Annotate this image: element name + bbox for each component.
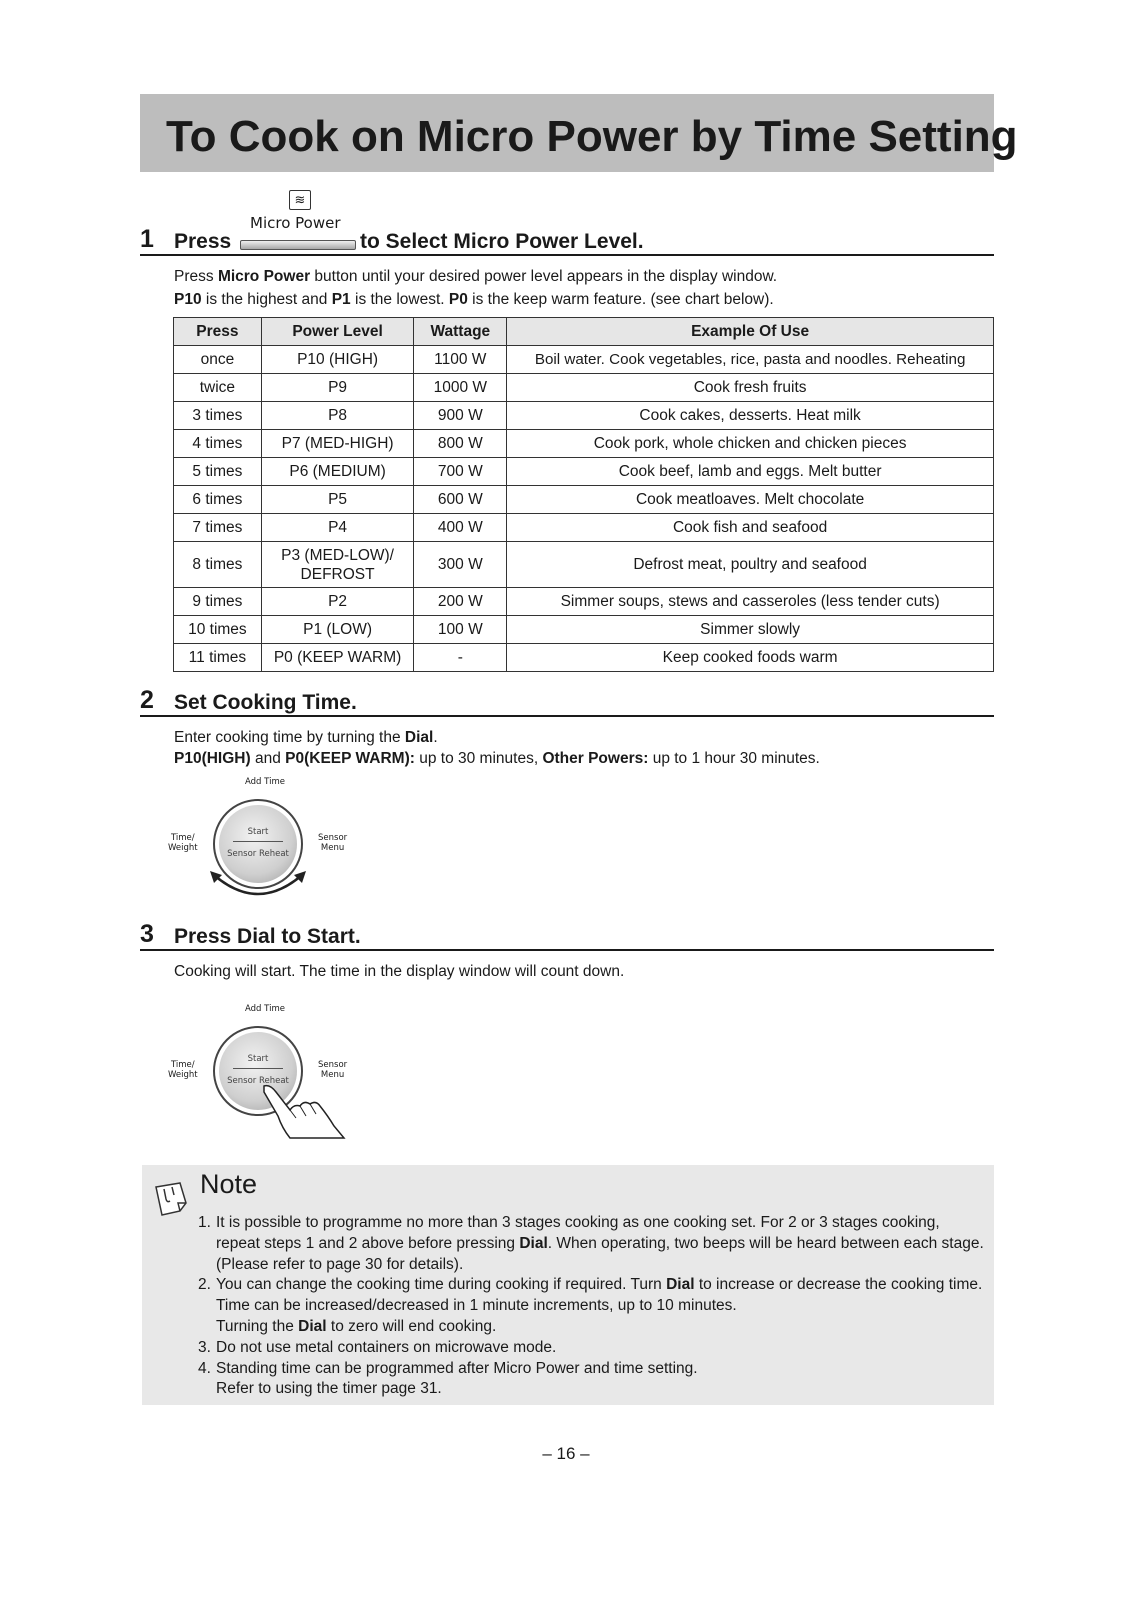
dial-start-label: Start: [247, 827, 269, 837]
header-power-level: Power Level: [261, 318, 414, 346]
table-row: [174, 588, 994, 616]
dial-sensor-reheat-label: Sensor Reheat: [227, 849, 289, 859]
cell-level: P7 (MED-HIGH): [261, 430, 414, 458]
table-header-row: [174, 318, 994, 346]
step2-number: 2: [140, 686, 154, 714]
micro-power-button-label: Micro Power: [250, 214, 341, 232]
table-row: [174, 402, 994, 430]
step3-heading: [140, 921, 994, 951]
note-pad-icon: [152, 1179, 192, 1219]
cell-press: 4 times: [174, 430, 262, 458]
cell-press: 8 times: [174, 542, 262, 588]
cell-press: 7 times: [174, 514, 262, 542]
cell-level: P6 (MEDIUM): [261, 458, 414, 486]
cell-level: P10 (HIGH): [261, 346, 414, 374]
cell-watt: 100 W: [414, 616, 507, 644]
step1-paragraph-2: P10 is the highest and P1 is the lowest. P0 is the keep warm feature. (see chart below).: [174, 291, 774, 308]
cell-level: P9: [261, 374, 414, 402]
cell-use: Cook pork, whole chicken and chicken pieces: [507, 430, 994, 458]
step2-paragraph-2: P10(HIGH) and P0(KEEP WARM): up to 30 minutes, Other Powers: up to 1 hour 30 minutes.: [174, 750, 820, 767]
table-row: [174, 514, 994, 542]
dial-sensor-menu-label: Sensor Menu: [318, 833, 348, 853]
cell-watt: 200 W: [414, 588, 507, 616]
cell-watt: 800 W: [414, 430, 507, 458]
step3-number: 3: [140, 920, 154, 948]
dial-time-weight-label: Time/ Weight: [168, 1060, 198, 1080]
table-row: [174, 374, 994, 402]
cell-watt: 1100 W: [414, 346, 507, 374]
dial-sensor-menu-label: Sensor Menu: [318, 1060, 348, 1080]
dial-illustration-turn: [168, 777, 368, 912]
note-item-1: 1. It is possible to programme no more than 3 stages cooking as one cooking set. For 2 or 3 stages cooking, repeat steps 1 and 2 above before pressing Dial. When operating, two beeps will be heard between each stage. (Please refer to page 30 for details).: [198, 1214, 984, 1273]
header-press: Press: [174, 318, 262, 346]
cell-press: 6 times: [174, 486, 262, 514]
table-row: [174, 644, 994, 672]
note-title: Note: [200, 1169, 258, 1199]
page-title: To Cook on Micro Power by Time Setting: [166, 112, 1018, 161]
dial-sensor-reheat-label: Sensor Reheat: [227, 1076, 289, 1086]
step3-paragraph: Cooking will start. The time in the display window will count down.: [174, 963, 625, 980]
cell-press: 10 times: [174, 616, 262, 644]
cell-watt: 700 W: [414, 458, 507, 486]
cell-level: P0 (KEEP WARM): [261, 644, 414, 672]
dial-time-weight-label: Time/ Weight: [168, 833, 198, 853]
cell-press: twice: [174, 374, 262, 402]
table-row: [174, 486, 994, 514]
rotate-arrow-icon: [208, 869, 308, 909]
cell-press: 9 times: [174, 588, 262, 616]
cell-press: 11 times: [174, 644, 262, 672]
step2-heading-text: Set Cooking Time.: [174, 691, 357, 714]
cell-level: [261, 542, 414, 588]
cell-watt: 1000 W: [414, 374, 507, 402]
cell-press: 5 times: [174, 458, 262, 486]
header-example-of-use: Example Of Use: [507, 318, 994, 346]
cell-use: Cook fresh fruits: [507, 374, 994, 402]
cell-level-line-2: DEFROST: [300, 565, 375, 583]
note-item-2: 2. You can change the cooking time during cooking if required. Turn Dial to increase or decrease the cooking time. Time can be increased/decreased in 1 minute increments, up to 10 minutes. Turning the Dial to zero will end cooking.: [198, 1276, 983, 1335]
table-row: [174, 458, 994, 486]
cell-use: Defrost meat, poultry and seafood: [507, 542, 994, 588]
cell-level: P4: [261, 514, 414, 542]
cell-watt: 900 W: [414, 402, 507, 430]
step2-paragraph-1: Enter cooking time by turning the Dial.: [174, 729, 438, 746]
step1-number: 1: [140, 225, 154, 253]
cell-watt: 600 W: [414, 486, 507, 514]
table-row: [174, 542, 994, 588]
cell-use: Cook cakes, desserts. Heat milk: [507, 402, 994, 430]
header-wattage: Wattage: [414, 318, 507, 346]
cell-use: Cook beef, lamb and eggs. Melt butter: [507, 458, 994, 486]
cell-use: Cook meatloaves. Melt chocolate: [507, 486, 994, 514]
page-number: – 16 –: [542, 1444, 590, 1463]
step3-heading-text: Press Dial to Start.: [174, 925, 361, 948]
note-item-4: 4. Standing time can be programmed after Micro Power and time setting. Refer to using the timer page 31.: [198, 1359, 698, 1398]
note-item-3: 3. Do not use metal containers on microwave mode.: [198, 1338, 557, 1356]
note-box: [142, 1165, 994, 1405]
cell-level: P5: [261, 486, 414, 514]
step1-paragraph-1: Press Micro Power button until your desired power level appears in the display window.: [174, 268, 778, 285]
table-row: [174, 346, 994, 374]
dial-add-time-label: Add Time: [245, 777, 285, 787]
cell-press: 3 times: [174, 402, 262, 430]
note-list: [196, 1213, 986, 1400]
title-bar: [140, 94, 1018, 172]
dial-add-time-label: Add Time: [245, 1004, 285, 1014]
micro-power-wave-icon: ≋: [289, 190, 311, 210]
dial-start-label: Start: [247, 1054, 269, 1064]
cell-press: once: [174, 346, 262, 374]
cell-level: P8: [261, 402, 414, 430]
micro-power-button-icon: [240, 240, 356, 250]
step1-heading-text: to Select Micro Power Level.: [360, 230, 644, 253]
dial-illustration-press: [168, 1004, 368, 1139]
cell-watt: -: [414, 644, 507, 672]
table-row: [174, 430, 994, 458]
cell-watt: 300 W: [414, 542, 507, 588]
step1-press: Press: [174, 230, 232, 253]
cell-level-line-1: P3 (MED-LOW)/: [281, 546, 394, 564]
cell-use: Boil water. Cook vegetables, rice, pasta and noodles. Reheating: [507, 346, 994, 374]
cell-use: Simmer slowly: [507, 616, 994, 644]
cell-level: P2: [261, 588, 414, 616]
cell-watt: 400 W: [414, 514, 507, 542]
cell-use: Keep cooked foods warm: [507, 644, 994, 672]
step2-heading: [140, 687, 994, 717]
cell-level: P1 (LOW): [261, 616, 414, 644]
power-level-table: [173, 317, 994, 672]
table-row: [174, 616, 994, 644]
pressing-finger-icon: [260, 1082, 350, 1142]
cell-use: Simmer soups, stews and casseroles (less tender cuts): [507, 588, 994, 616]
cell-use: Cook fish and seafood: [507, 514, 994, 542]
